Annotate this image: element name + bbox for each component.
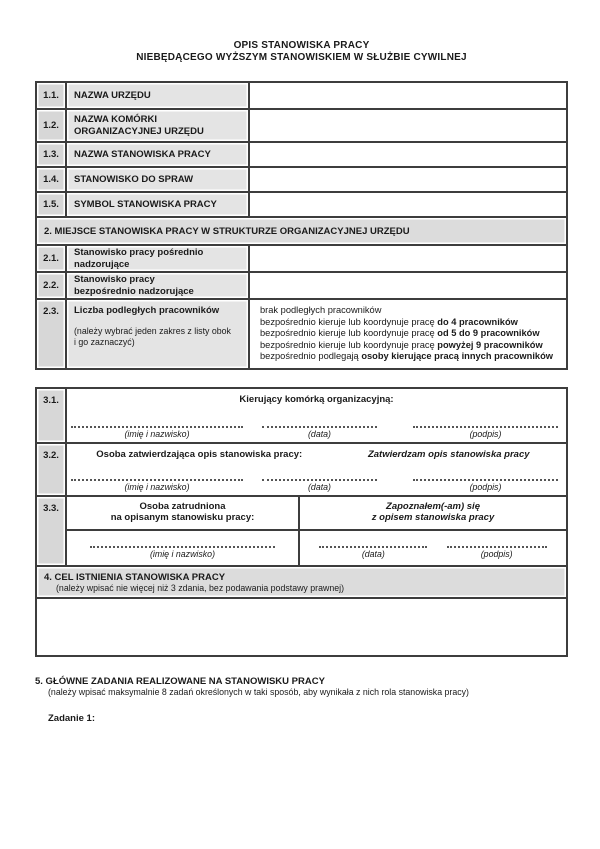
section-4-input-row xyxy=(37,597,566,655)
row-3-3-heading-cell xyxy=(67,497,300,529)
row-label-text: Liczba podległych pracowników xyxy=(74,305,220,316)
signature-sign xyxy=(413,420,558,439)
signature-sign-label: (podpis) xyxy=(469,428,502,439)
signature-name-label: (imię i nazwisko) xyxy=(124,481,190,492)
row-number: 1.2. xyxy=(37,110,67,141)
row-3-2-heading: Osoba zatwierdzająca opis stanowiska pracy: xyxy=(96,448,303,460)
signature-row xyxy=(71,473,558,492)
row-2-2 xyxy=(37,271,566,298)
field-nazwa-komorki[interactable] xyxy=(250,110,566,141)
row-number: 1.4. xyxy=(37,168,67,191)
row-2-1 xyxy=(37,244,566,271)
row-label xyxy=(67,83,250,108)
signature-name-line[interactable] xyxy=(71,420,243,428)
signature-name xyxy=(67,531,300,565)
row-label xyxy=(67,143,250,166)
row-2-3 xyxy=(37,298,566,368)
task-1-label: Zadanie 1: xyxy=(48,713,95,725)
signature-name-line[interactable] xyxy=(90,540,275,548)
row-1-2 xyxy=(37,108,566,141)
section-4-note: (należy wpisać nie więcej niż 3 zdania, bez podawania podstawy prawnej) xyxy=(56,582,345,593)
row-3-1-heading: Kierujący komórką organizacyjną: xyxy=(239,393,394,405)
row-1-4 xyxy=(37,166,566,191)
row-3-3-signatures xyxy=(67,531,566,565)
table-signatures xyxy=(35,387,568,658)
signature-date-label: (data) xyxy=(308,428,331,439)
signature-sign-line[interactable] xyxy=(447,540,547,548)
option-brak-podleglych[interactable]: brak podległych pracowników xyxy=(260,305,382,315)
signature-sign-label: (podpis) xyxy=(469,481,502,492)
row-1-1 xyxy=(37,83,566,108)
row-label-text: bezpośrednio nadzorujące xyxy=(74,285,194,297)
section-4-header-row xyxy=(37,565,566,598)
form-title-line1: OPIS STANOWISKA PRACY xyxy=(233,40,370,51)
row-3-3-statement-cell xyxy=(300,497,566,529)
row-label xyxy=(67,300,250,368)
signature-date-sign xyxy=(300,531,566,565)
row-number: 3.3. xyxy=(37,497,67,565)
row-label-note: (należy wybrać jeden zakres z listy obok i go zaznaczyć) xyxy=(74,326,231,347)
signature-date-line[interactable] xyxy=(319,540,427,548)
row-label-text: Stanowisko pracy pośrednio xyxy=(74,246,204,258)
signature-sign-line[interactable] xyxy=(413,473,558,481)
signature-date-line[interactable] xyxy=(262,473,377,481)
signature-sign xyxy=(413,473,558,492)
signature-date xyxy=(319,540,427,565)
field-bezposrednio-nadzorujace[interactable] xyxy=(250,273,566,298)
row-3-3-content xyxy=(67,497,566,565)
field-symbol-stanowiska[interactable] xyxy=(250,193,566,216)
signature-date-label: (data) xyxy=(361,548,385,559)
row-label-text: SYMBOL STANOWISKA PRACY xyxy=(74,198,217,210)
row-3-1 xyxy=(37,389,566,442)
form-title xyxy=(35,40,568,64)
option-osoby-kierujace[interactable]: bezpośrednio podlegają osoby kierujące pracą innych pracowników xyxy=(260,351,553,362)
row-number: 1.3. xyxy=(37,143,67,166)
row-3-2-content xyxy=(67,444,566,495)
row-3-3-statement: Zapoznałem(-am) się z opisem stanowiska pracy xyxy=(371,500,495,524)
row-number: 2.1. xyxy=(37,246,67,271)
section-5-title: 5. GŁÓWNE ZADANIA REALIZOWANE NA STANOWISKU PRACY xyxy=(35,676,325,688)
row-number: 2.3. xyxy=(37,300,67,368)
form-body xyxy=(35,40,568,724)
row-label-text: NAZWA STANOWISKA PRACY xyxy=(74,148,211,160)
section-4-title: 4. CEL ISTNIENIA STANOWISKA PRACY xyxy=(44,571,226,583)
signature-sign-line[interactable] xyxy=(413,420,558,428)
table-identification xyxy=(35,81,568,370)
signature-date xyxy=(262,420,377,439)
option-od-5-do-9[interactable]: bezpośrednio kieruje lub koordynuje pracę od 5 do 9 pracowników xyxy=(260,328,540,339)
row-3-2-headings xyxy=(67,444,566,460)
section-4-header xyxy=(37,567,566,598)
row-label xyxy=(67,193,250,216)
row-3-2-statement: Zatwierdzam opis stanowiska pracy xyxy=(367,448,530,460)
row-3-3-heading: Osoba zatrudniona na opisanym stanowisku pracy: xyxy=(110,500,255,524)
signature-name-label: (imię i nazwisko) xyxy=(124,428,190,439)
section-2-header: 2. MIEJSCE STANOWISKA PRACY W STRUKTURZE ORGANIZACYJNEJ URZĘDU xyxy=(37,218,566,244)
row-number: 3.2. xyxy=(37,444,67,495)
row-label xyxy=(67,110,250,141)
row-label xyxy=(67,246,250,271)
row-number: 1.1. xyxy=(37,83,67,108)
option-powyzej-9[interactable]: bezpośrednio kieruje lub koordynuje pracę powyżej 9 pracowników xyxy=(260,339,543,350)
signature-name xyxy=(71,420,243,439)
row-number: 2.2. xyxy=(37,273,67,298)
row-number: 3.1. xyxy=(37,389,67,442)
row-3-3 xyxy=(37,495,566,565)
field-nazwa-stanowiska[interactable] xyxy=(250,143,566,166)
signature-sign-label: (podpis) xyxy=(480,548,513,559)
row-label-text: NAZWA KOMÓRKI xyxy=(74,113,158,125)
row-1-3 xyxy=(37,141,566,166)
signature-name-label: (imię i nazwisko) xyxy=(149,548,215,559)
field-posrednio-nadzorujace[interactable] xyxy=(250,246,566,271)
row-1-5 xyxy=(37,191,566,216)
row-number: 1.5. xyxy=(37,193,67,216)
row-3-3-headings xyxy=(67,497,566,531)
field-nazwa-urzedu[interactable] xyxy=(250,83,566,108)
signature-sign xyxy=(447,540,547,565)
signature-name-line[interactable] xyxy=(71,473,243,481)
row-label xyxy=(67,168,250,191)
section-2-header-row xyxy=(37,216,566,244)
field-liczba-podleglych-options xyxy=(250,300,566,368)
option-do-4[interactable]: bezpośrednio kieruje lub koordynuje pracę do 4 pracowników xyxy=(260,316,518,327)
field-cel-istnienia[interactable] xyxy=(37,599,566,655)
row-label xyxy=(67,273,250,298)
row-label-text: Stanowisko pracy xyxy=(74,273,155,285)
row-label-text: STANOWISKO DO SPRAW xyxy=(74,173,194,185)
signature-date-line[interactable] xyxy=(262,420,377,428)
section-5-note: (należy wpisać maksymalnie 8 zadań określonych w taki sposób, aby wynikała z nich rola stanowiska pracy) xyxy=(48,687,469,698)
signature-row xyxy=(71,420,558,439)
form-title-line2: NIEBĘDĄCEGO WYŻSZYM STANOWISKIEM W SŁUŻBIE CYWILNEJ xyxy=(136,52,467,63)
field-stanowisko-do-spraw[interactable] xyxy=(250,168,566,191)
row-label-text: ORGANIZACYJNEJ URZĘDU xyxy=(74,125,204,137)
row-3-2 xyxy=(37,442,566,495)
signature-date xyxy=(262,473,377,492)
row-label-text: NAZWA URZĘDU xyxy=(74,89,151,101)
signature-date-label: (data) xyxy=(308,481,331,492)
signature-name xyxy=(71,473,243,492)
row-label-text: nadzorujące xyxy=(74,258,130,270)
row-3-1-content xyxy=(67,389,566,442)
section-5 xyxy=(35,676,568,724)
